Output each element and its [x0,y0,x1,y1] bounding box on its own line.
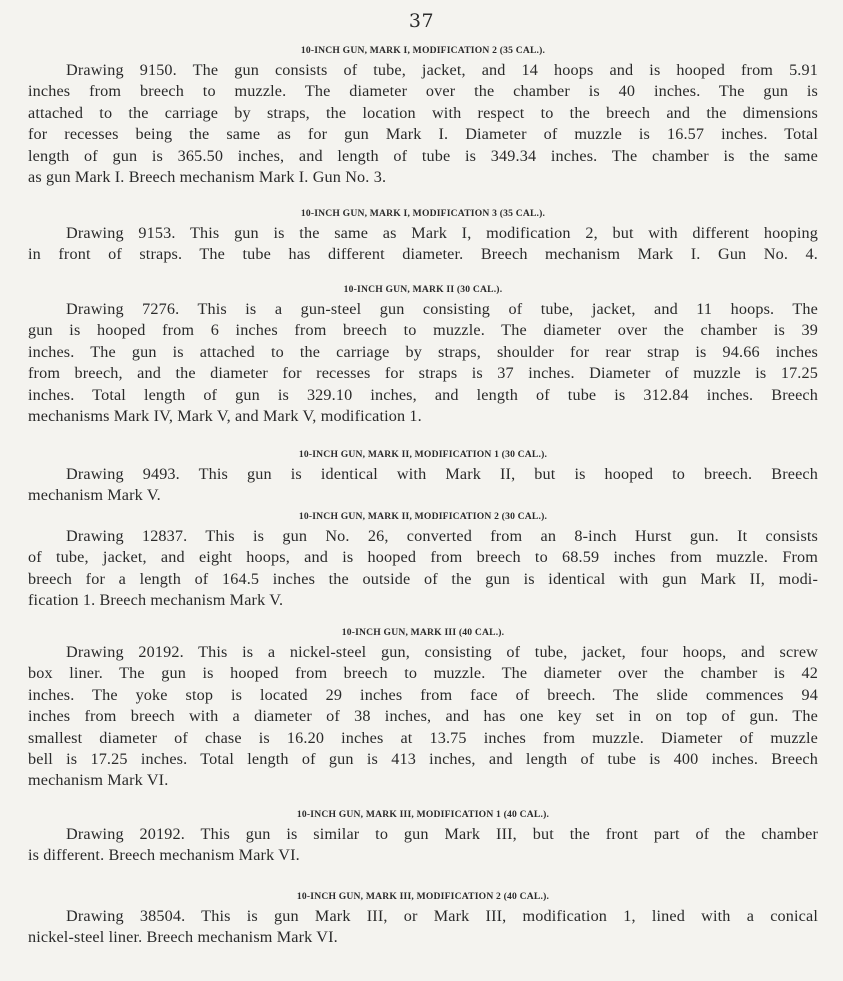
paragraph-line: in front of straps. The tube has different diameter. Breech mechanism Mark I. Gun No. 4. [28,245,818,264]
paragraph-line: from breech, and the diameter for recesses for straps is 37 inches. Diameter of muzzle is 17.25 [28,364,818,383]
paragraph-line: mechanism Mark V. [28,486,161,505]
paragraph-line: Drawing 12837. This is gun No. 26, converted from an 8-inch Hurst gun. It consists [66,527,818,545]
paragraph-line: attached to the carriage by straps, the location with respect to the breech and the dimensions [28,103,818,122]
section-heading: 10-INCH GUN, MARK I, MODIFICATION 3 (35 CAL.). [300,208,546,219]
page-number: 37 [408,10,435,32]
section-mark-iii [28,624,818,792]
paragraph-line: Drawing 38504. This is gun Mark III, or Mark III, modification 1, lined with a conical [66,907,818,925]
section-heading: 10-INCH GUN, MARK III, MODIFICATION 2 (40 CAL.). [296,891,550,902]
paragraph-line: box liner. The gun is hooped from breech to muzzle. The diameter over the chamber is 42 [28,664,818,683]
paragraph-line: mechanisms Mark IV, Mark V, and Mark V, modification 1. [28,406,422,425]
paragraph-line: of tube, jacket, and eight hoops, and is hooped from breech to 68.59 inches from muzzle. From [28,548,818,567]
paragraph-line: Drawing 20192. This is a nickel-steel gun, consisting of tube, jacket, four hoops, and screw [66,643,818,661]
paragraph-line: Drawing 20192. This gun is similar to gun Mark III, but the front part of the chamber [66,825,818,843]
paragraph-line: gun is hooped from 6 inches from breech to muzzle. The diameter over the chamber is 39 [28,321,818,340]
paragraph-line: inches. The yoke stop is located 29 inches from face of breech. The slide commences 94 [28,685,818,704]
paragraph-line: fication 1. Breech mechanism Mark V. [28,591,284,610]
paragraph-line: smallest diameter of chase is 16.20 inches at 13.75 inches from muzzle. Diameter of muzzle [28,728,818,747]
section-heading: 10-INCH GUN, MARK I, MODIFICATION 2 (35 CAL.). [300,45,546,56]
paragraph-line: for recesses being the same as for gun Mark I. Diameter of muzzle is 16.57 inches. Total [28,125,818,144]
paragraph-line: bell is 17.25 inches. Total length of gun is 413 inches, and length of tube is 400 inches. Breech [28,749,818,768]
paragraph-line: Drawing 7276. This is a gun-steel gun consisting of tube, jacket, and 11 hoops. The [66,300,818,318]
section-mark-ii [28,281,818,427]
section-heading: 10-INCH GUN, MARK II (30 CAL.). [343,284,503,295]
section-heading: 10-INCH GUN, MARK III, MODIFICATION 1 (40 CAL.). [296,809,550,820]
paragraph-line: inches. The gun is attached to the carriage by straps, shoulder for rear strap is 94.66 inches [28,342,818,361]
paragraph-line: inches from breech to muzzle. The diameter over the chamber is 40 inches. The gun is [28,82,818,101]
section-mark-ii-mod-2 [28,508,818,612]
paragraph-line: Drawing 9150. The gun consists of tube, jacket, and 14 hoops and is hooped from 5.91 [66,61,818,79]
paragraph-line: Drawing 9493. This gun is identical with Mark II, but is hooped to breech. Breech [66,465,818,483]
section-mark-i-mod-3 [28,205,818,266]
section-mark-iii-mod-2 [28,888,818,949]
paragraph-line: inches from breech with a diameter of 38 inches, and has one key set in on top of gun. The [28,707,818,726]
paragraph-line: nickel-steel liner. Breech mechanism Mark VI. [28,928,338,947]
paragraph-line: as gun Mark I. Breech mechanism Mark I. Gun No. 3. [28,167,387,186]
section-mark-iii-mod-1 [28,806,818,867]
section-mark-ii-mod-1 [28,446,818,507]
paragraph-line: mechanism Mark VI. [28,771,169,790]
paragraph-line: is different. Breech mechanism Mark VI. [28,846,300,865]
paragraph-line: breech for a length of 164.5 inches the outside of the gun is identical with gun Mark II, modi- [28,569,818,588]
section-heading: 10-INCH GUN, MARK III (40 CAL.). [341,627,505,638]
section-mark-i-mod-2 [28,42,818,188]
paragraph-line: inches. Total length of gun is 329.10 inches, and length of tube is 312.84 inches. Breech [28,385,818,404]
paragraph-line: length of gun is 365.50 inches, and length of tube is 349.34 inches. The chamber is the same [28,146,818,165]
section-heading: 10-INCH GUN, MARK II, MODIFICATION 1 (30 CAL.). [298,449,548,460]
section-heading: 10-INCH GUN, MARK II, MODIFICATION 2 (30 CAL.). [298,511,548,522]
paragraph-line: Drawing 9153. This gun is the same as Mark I, modification 2, but with different hooping [66,224,818,242]
